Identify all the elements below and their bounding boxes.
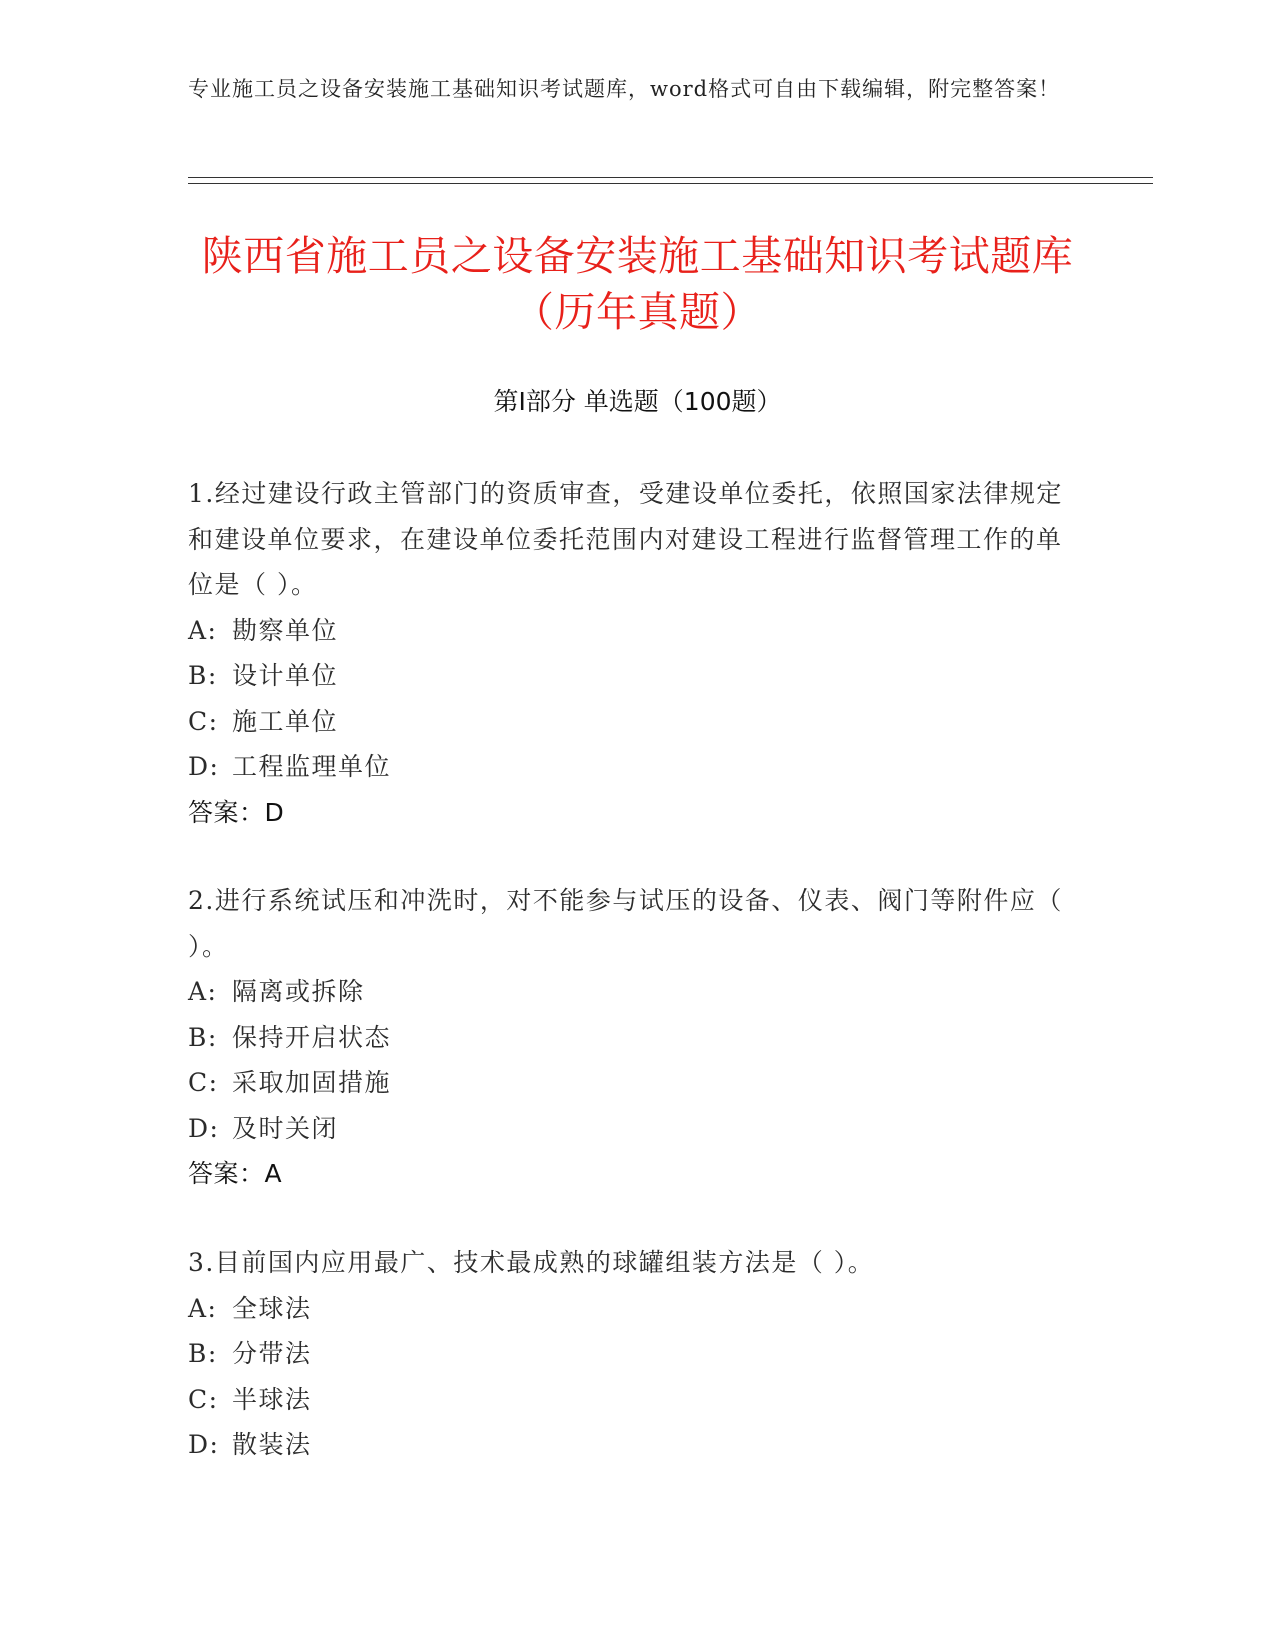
option-d <box>188 1106 1068 1152</box>
option-d <box>188 1422 1068 1468</box>
option-key: C: <box>188 1068 219 1097</box>
option-key: C: <box>188 1384 219 1414</box>
option-text: 设计单位 <box>232 661 339 690</box>
option-c <box>188 1060 1068 1106</box>
option-text: 采取加固措施 <box>232 1068 392 1097</box>
option-d <box>188 744 1068 790</box>
option-a <box>188 608 1068 654</box>
option-key: D: <box>188 1113 220 1143</box>
option-b <box>188 1015 1068 1061</box>
option-text: 保持开启状态 <box>232 1022 392 1052</box>
answer: 答案：D <box>188 797 285 827</box>
option-text: 工程监理单位 <box>232 752 392 781</box>
option-text: 半球法 <box>232 1384 312 1414</box>
option-text: 及时关闭 <box>232 1113 339 1143</box>
option-text: 隔离或拆除 <box>232 977 365 1006</box>
option-key: D: <box>188 1430 220 1459</box>
option-c <box>188 699 1068 745</box>
document-title: 陕西省施工员之设备安装施工基础知识考试题库（历年真题） <box>201 232 1074 336</box>
question-text: 1.经过建设行政主管部门的资质审查，受建设单位委托，依照国家法律规定和建设单位要求，在建设单位委托范围内对建设工程进行监督管理工作的单位是（ ）。 <box>188 479 1063 599</box>
option-key: B: <box>188 661 218 690</box>
header-divider-bottom <box>188 183 1153 184</box>
section-heading: 第Ⅰ部分 单选题（100题） <box>493 387 782 416</box>
option-text: 分带法 <box>232 1339 312 1368</box>
option-key: A: <box>188 1293 218 1323</box>
option-key: C: <box>188 706 219 736</box>
option-key: A: <box>188 615 218 645</box>
option-text: 勘察单位 <box>232 615 339 645</box>
question-text: 2.进行系统试压和冲洗时，对不能参与试压的设备、仪表、阀门等附件应（ ）。 <box>188 886 1063 961</box>
header-divider-top <box>188 177 1153 178</box>
option-text: 施工单位 <box>232 706 339 736</box>
answer: 答案：A <box>188 1159 283 1188</box>
option-key: D: <box>188 752 220 781</box>
option-key: B: <box>188 1339 218 1368</box>
question-1 <box>188 471 1068 835</box>
question-text: 3.目前国内应用最广、技术最成熟的球罐组装方法是（ ）。 <box>188 1248 875 1277</box>
option-text: 全球法 <box>232 1293 312 1323</box>
option-b <box>188 653 1068 699</box>
option-key: B: <box>188 1022 218 1052</box>
option-text: 散装法 <box>232 1430 312 1459</box>
option-a <box>188 1286 1068 1332</box>
option-b <box>188 1331 1068 1377</box>
question-3 <box>188 1240 1068 1468</box>
option-a <box>188 969 1068 1015</box>
question-2 <box>188 878 1068 1197</box>
option-key: A: <box>188 977 218 1006</box>
option-c <box>188 1377 1068 1423</box>
header-note: 专业施工员之设备安装施工基础知识考试题库，word格式可自由下载编辑，附完整答案！ <box>188 77 1061 101</box>
